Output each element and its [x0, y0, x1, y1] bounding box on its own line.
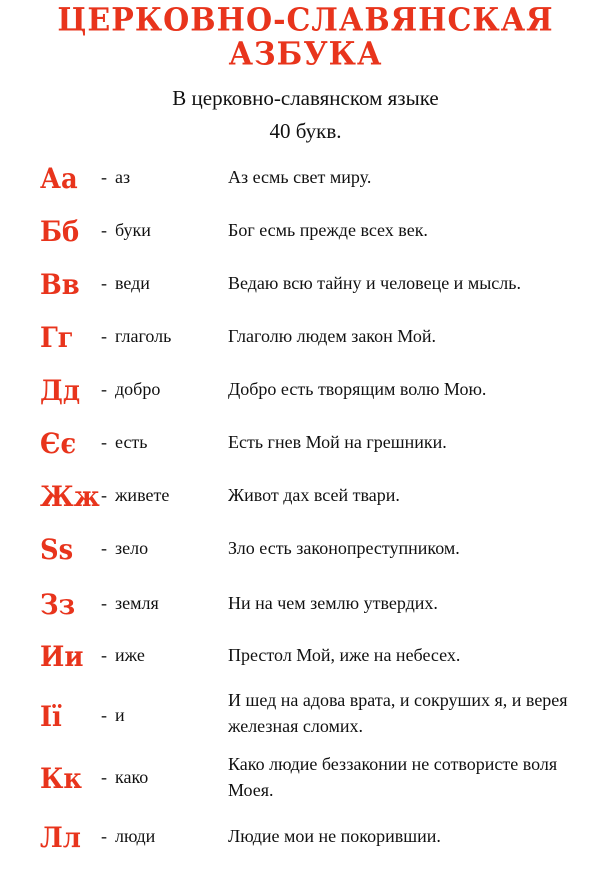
letter-name: люди [115, 826, 156, 846]
letter-phrase: Како людие беззаконии не сотвористе воля Моея. [228, 754, 558, 800]
letter-name: аз [115, 167, 131, 187]
letter-glyph: Ії [40, 700, 62, 733]
letter-phrase: Есть гнев Мой на грешники. [228, 432, 447, 452]
row-dash: - [101, 167, 107, 187]
letter-glyph: Єє [40, 427, 77, 460]
letter-glyph: Зз [40, 588, 76, 621]
row-dash: - [101, 485, 107, 505]
letter-phrase: Аз есмь свет миру. [228, 167, 372, 187]
row-dash: - [101, 273, 107, 293]
row-dash: - [101, 645, 107, 665]
letter-glyph: Ии [40, 640, 84, 673]
letter-name: земля [115, 593, 159, 613]
letter-glyph: Аа [40, 162, 78, 195]
letter-name: буки [115, 220, 151, 240]
row-dash: - [101, 767, 107, 787]
letter-glyph: Лл [40, 821, 81, 854]
letter-phrase: Ни на чем землю утвердих. [228, 593, 438, 613]
row-dash: - [101, 326, 107, 346]
letter-name: иже [115, 645, 145, 665]
letter-phrase: Бог есмь прежде всех век. [228, 220, 428, 240]
letter-glyph: Вв [40, 268, 80, 301]
subtitle-line-1: В церковно-славянском языке [172, 86, 439, 110]
letter-phrase: Ведаю всю тайну и человеце и мысль. [228, 273, 521, 293]
letter-phrase: Людие мои не покорившии. [228, 826, 441, 846]
letter-glyph: Бб [40, 215, 80, 248]
letter-phrase: Глаголю людем закон Мой. [228, 326, 436, 346]
letter-phrase: Зло есть законопреступником. [228, 538, 460, 558]
row-dash: - [101, 538, 107, 558]
letter-glyph: Жж [40, 480, 100, 513]
letter-glyph: Гг [40, 321, 74, 354]
row-dash: - [101, 826, 107, 846]
letter-name: живете [115, 485, 170, 505]
letter-name: веди [115, 273, 150, 293]
letter-name: глаголь [115, 326, 172, 346]
letter-phrase: Добро есть творящим волю Мою. [228, 379, 487, 399]
letter-phrase: Престол Мой, иже на небесех. [228, 645, 461, 665]
row-dash: - [101, 379, 107, 399]
letter-phrase: И шед на адова врата, и сокруших я, и верея железная сломих. [228, 690, 568, 736]
row-dash: - [101, 220, 107, 240]
letter-name: зело [115, 538, 149, 558]
letter-name: добро [115, 379, 161, 399]
letter-glyph: Ѕѕ [40, 533, 74, 566]
letter-name: есть [115, 432, 148, 452]
letter-glyph: Дд [40, 374, 81, 407]
letter-name: и [115, 705, 125, 725]
letter-phrase: Живот дах всей твари. [228, 485, 400, 505]
row-dash: - [101, 432, 107, 452]
letter-glyph: Кк [40, 762, 83, 795]
row-dash: - [101, 705, 107, 725]
page-title-line-1: ЦЕРКОВНО-СЛАВЯНСКАЯ [57, 2, 554, 39]
page-title-line-2: АЗБУКА [228, 36, 383, 73]
subtitle-line-2: 40 букв. [269, 119, 342, 143]
letter-name: како [115, 767, 149, 787]
row-dash: - [101, 593, 107, 613]
